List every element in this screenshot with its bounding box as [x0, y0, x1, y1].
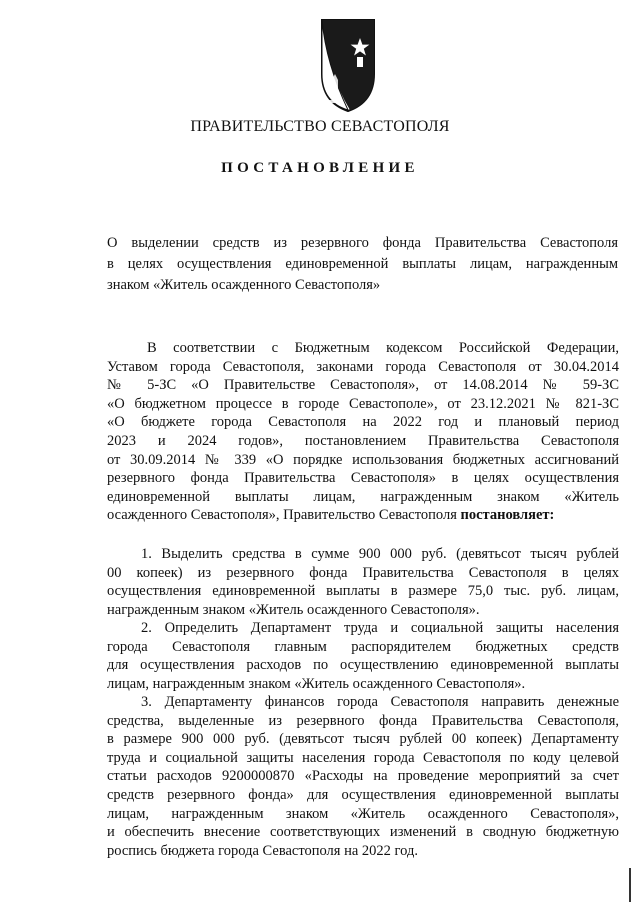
document-type-heading: ПОСТАНОВЛЕНИЕ [221, 160, 419, 176]
item-line: роспись бюджета города Севастополя на 2022 год. [107, 842, 418, 859]
government-title: ПРАВИТЕЛЬСТВО СЕВАСТОПОЛЯ [190, 118, 450, 135]
subject-line: в целях осуществления единовременной выплаты лицам, награжденным [107, 256, 618, 272]
item-line: осуществления единовременной выплаты в размере 75,0 тыс. руб. лицам, [107, 583, 619, 600]
item-line: труда и социальной защиты населения города Севастополя по коду целевой [107, 749, 619, 766]
preamble-line: Уставом города Севастополя, законами города Севастополя от 30.04.2014 [107, 358, 619, 375]
subject-line: О выделении средств из резервного фонда Правительства Севастополя [107, 235, 618, 251]
preamble-line: В соответствии с Бюджетным кодексом Российской Федерации, [147, 340, 619, 356]
item-line: статьи расходов 9200000870 «Расходы на проведение мероприятий за счет [107, 768, 619, 785]
item-3-paragraph [107, 693, 619, 860]
item-1-paragraph [107, 545, 619, 619]
item-line: города Севастополя главным распорядителем бюджетных средств [107, 638, 619, 655]
preamble-line: от 30.09.2014 № 339 «О порядке использования бюджетных ассигнований [107, 451, 619, 468]
item-line: 2. Определить Департамент труда и социальной защиты населения [141, 620, 619, 636]
preamble-paragraph [107, 339, 619, 525]
item-2-paragraph [107, 619, 619, 693]
preamble-line: 2023 и 2024 годов», постановлением Правительства Севастополя [107, 432, 619, 449]
sevastopol-coat-of-arms-icon [320, 14, 376, 114]
item-line: награжденным знаком «Житель осажденного Севастополя». [107, 601, 480, 618]
preamble-last-text: осажденного Севастополя», Правительство Севастополя [107, 507, 457, 524]
item-line: средств резервного фонда» для осуществления единовременной выплаты [107, 786, 619, 803]
item-line: 00 копеек) из резервного фонда Правительства Севастополя в целях [107, 564, 619, 581]
item-line: 3. Департаменту финансов города Севастополя направить денежные [141, 694, 619, 710]
preamble-line: единовременной выплаты лицам, награжденным знаком «Житель [107, 488, 619, 505]
item-line: в размере 900 000 руб. (девятьсот тысяч рублей 00 копеек) Департаменту [107, 731, 619, 748]
item-line: лицам, награжденным знаком «Житель осажденного Севастополя». [107, 675, 526, 692]
preamble-line: № 5-ЗС «О Правительстве Севастополя», от 14.08.2014 № 59-ЗС [107, 377, 619, 394]
item-line: 1. Выделить средства в сумме 900 000 руб. (девятьсот тысяч рублей [141, 546, 619, 562]
preamble-line: «О бюджетном процессе в городе Севастополе», от 23.12.2021 № 821-ЗС [107, 395, 619, 412]
scan-edge-mark [629, 868, 632, 902]
preamble-last-line [107, 506, 619, 525]
item-line: лицам, награжденным знаком «Житель осажденного Севастополя», [107, 805, 619, 822]
document-subject [107, 233, 618, 296]
item-line: средства, выделенные из резервного фонда Правительства Севастополя, [107, 712, 619, 729]
item-line: для осуществления расходов по осуществлению единовременной выплаты [107, 657, 619, 674]
resolves-keyword: постановляет: [460, 507, 555, 524]
preamble-line: «О бюджете города Севастополя на 2022 год и плановый период [107, 414, 619, 431]
item-line: и обеспечить внесение соответствующих изменений в сводную бюджетную [107, 824, 619, 841]
subject-line: знаком «Житель осажденного Севастополя» [107, 277, 381, 293]
preamble-line: резервного фонда Правительства Севастополя» в целях осуществления [107, 470, 619, 487]
